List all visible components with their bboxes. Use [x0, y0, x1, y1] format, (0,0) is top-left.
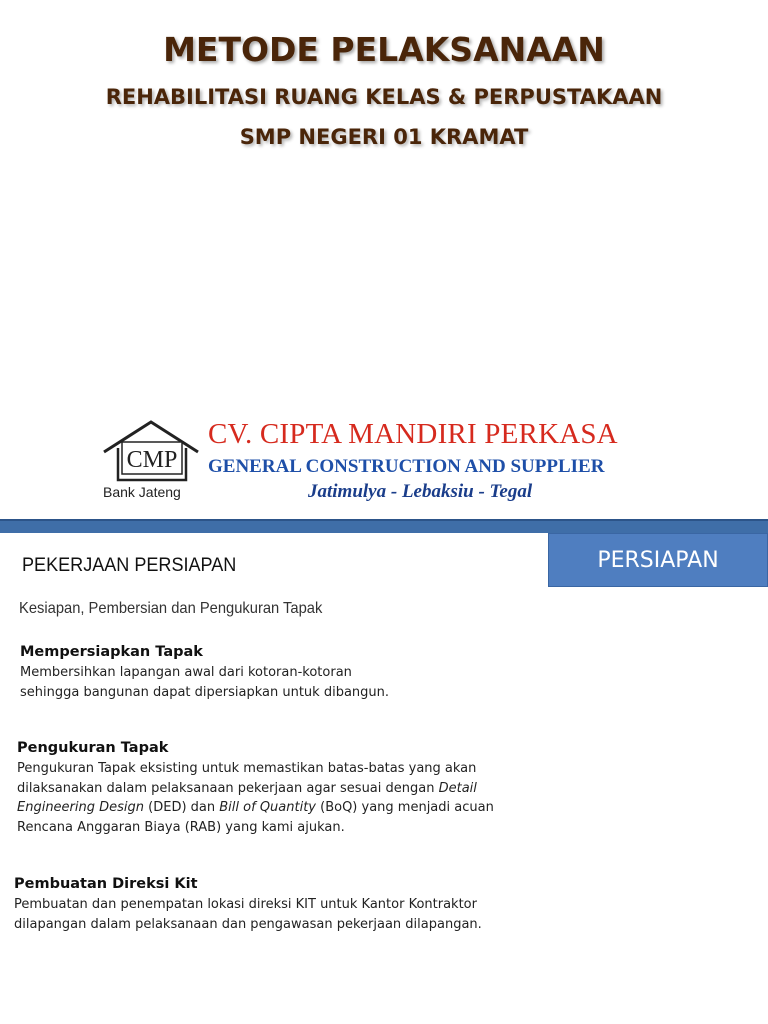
slide-subtitle-line2: SMP NEGERI 01 KRAMAT [239, 125, 529, 149]
block-mempersiapkan-tapak [20, 644, 500, 702]
section-intro: Kesiapan, Pembersian dan Pengukuran Tapak [19, 600, 323, 617]
company-logo [100, 418, 205, 508]
block-body: Pengukuran Tapak eksisting untuk memastikan batas-batas yang akan dilaksanakan dalam pelaksanaan pekerjaan agar sesuai dengan Detail Engineering Design (DED) dan Bill of Quantity (BoQ) yang menjadi acuan Rencana Anggaran Biaya (RAB) yang kami ajukan. [17, 761, 494, 835]
content-slide [0, 519, 768, 1024]
header-strip [0, 519, 768, 533]
block-heading: Pengukuran Tapak [17, 740, 169, 756]
company-name: CV. CIPTA MANDIRI PERKASA [208, 418, 618, 450]
house-logo-icon [100, 418, 205, 488]
block-heading: Pembuatan Direksi Kit [14, 876, 198, 892]
company-tagline: GENERAL CONSTRUCTION AND SUPPLIER [208, 456, 605, 477]
company-address: Jatimulya - Lebaksiu - Tegal [308, 481, 533, 502]
section-title: PEKERJAAN PERSIAPAN [22, 555, 237, 576]
block-pembuatan-direksi-kit [14, 876, 534, 934]
company-banner [100, 418, 668, 508]
slide-subtitle-line1: REHABILITASI RUANG KELAS & PERPUSTAKAAN [105, 85, 663, 109]
block-body: Membersihkan lapangan awal dari kotoran-kotoran sehingga bangunan dapat dipersiapkan untuk dibangun. [20, 665, 390, 700]
block-pengukuran-tapak [17, 740, 537, 837]
block-heading: Mempersiapkan Tapak [20, 644, 203, 660]
persiapan-tag: PERSIAPAN [548, 533, 768, 587]
slide-title: METODE PELAKSANAAN [163, 30, 605, 69]
bank-label: Bank Jateng [103, 484, 181, 500]
block-body: Pembuatan dan penempatan lokasi direksi KIT untuk Kantor Kontraktor dilapangan dalam pelaksanaan dan pengawasan pekerjaan dilapangan. [14, 897, 482, 932]
logo-text: CMP [126, 447, 178, 473]
